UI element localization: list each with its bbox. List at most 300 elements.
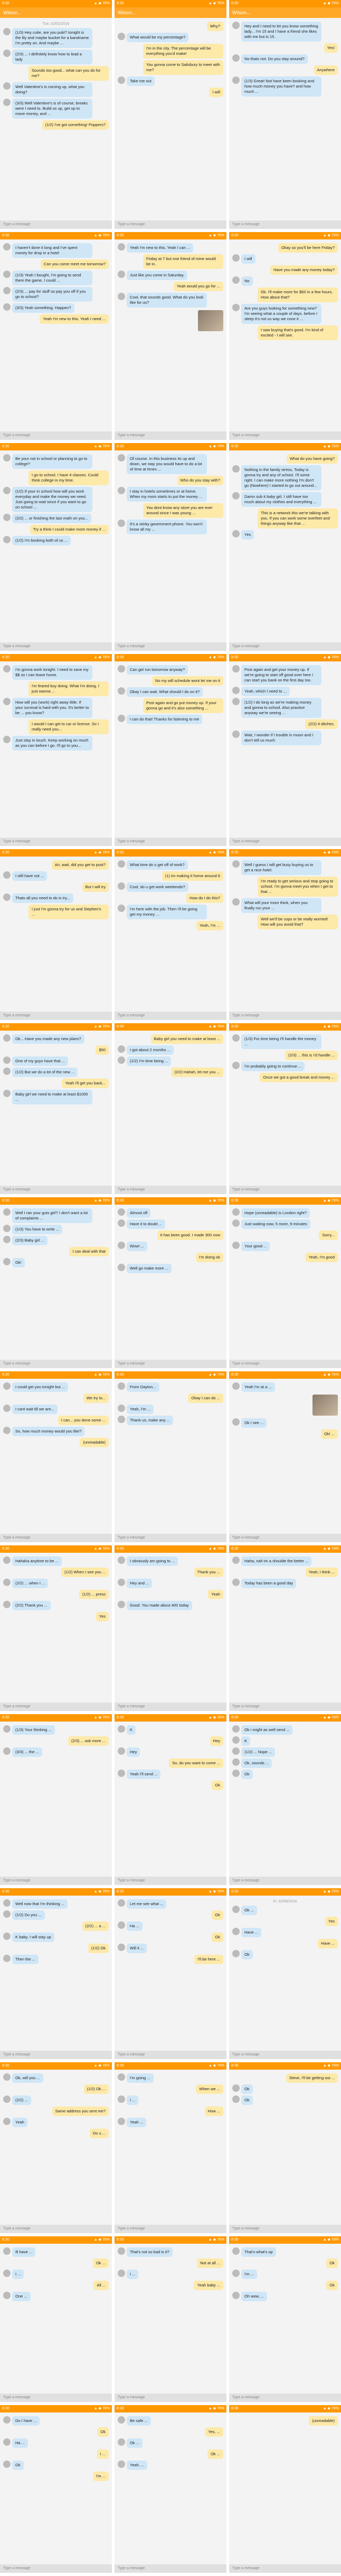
avatar	[3, 2270, 11, 2277]
avatar	[118, 1725, 125, 1733]
avatar	[3, 1556, 11, 1564]
message-bubble: Ok... Have you made any new plans?	[12, 1034, 84, 1044]
message-bubble: I'm doing ok	[196, 1253, 223, 1262]
message-bubble: Wow! ...	[127, 1242, 147, 1251]
message-list	[0, 2244, 112, 2305]
message-bubble: One ...	[12, 2292, 31, 2301]
message-input[interactable]: Type a message	[115, 2394, 226, 2402]
message-row	[232, 287, 338, 302]
message-bubble: Ok!	[12, 1258, 25, 1267]
message-bubble: (1/3) Your thinking ...	[12, 1725, 55, 1735]
message-bubble: Yeah would you go for ...	[174, 282, 223, 291]
avatar	[3, 736, 11, 743]
message-bubble: Yes	[325, 1917, 338, 1926]
message-bubble: Ok	[326, 2258, 338, 2268]
message-bubble: I'm feared buy doing. What I'm doing. I just wanna ...	[29, 681, 109, 696]
status-time: 8:30	[231, 1373, 239, 1377]
avatar	[232, 1418, 240, 1426]
message-input[interactable]: Type a message	[0, 2051, 112, 2059]
message-bubble: So, do you want to come ...	[169, 1758, 223, 1768]
message-bubble: Post again and get your money up. If we're going to start off good over here I can start you bank on the first day too.	[241, 665, 321, 685]
message-bubble: I ...	[97, 2449, 109, 2459]
message-row	[232, 719, 338, 729]
message-row	[232, 698, 338, 718]
message-input[interactable]: Type a message	[0, 1703, 112, 1711]
message-bubble: Yeah ...	[127, 2118, 146, 2127]
message-bubble: Almost off	[127, 1208, 150, 1218]
message-bubble: Try a think I could make more money if ...	[30, 525, 109, 534]
chat-screen	[115, 1714, 226, 1885]
message-input[interactable]: Type a message	[0, 1360, 112, 1368]
avatar	[118, 1405, 125, 1412]
status-time: 8:30	[2, 656, 10, 659]
message-row	[118, 1736, 223, 1746]
message-row	[118, 1219, 223, 1229]
message-bubble: One of my guys have that ...	[12, 1056, 68, 1066]
message-bubble: I'm ...	[93, 2472, 109, 2481]
message-bubble: Ok	[326, 2281, 338, 2290]
message-row	[232, 276, 338, 286]
message-row	[232, 1556, 338, 1566]
chat-screen	[229, 1545, 341, 1711]
status-icons: ▲ ◆ 78%	[208, 1373, 224, 1377]
status-icons: ▲ ◆ 78%	[323, 1547, 339, 1551]
message-input[interactable]: Type a message	[115, 1877, 226, 1885]
status-bar	[115, 1545, 226, 1553]
message-bubble: Yeah	[208, 1590, 223, 1599]
message-bubble: Well we'll be cops or be really worried! How will you avoid that?	[258, 915, 338, 929]
message-input[interactable]: Type a message	[0, 1186, 112, 1194]
message-row	[3, 871, 109, 881]
message-input[interactable]: Type a message	[229, 642, 341, 651]
message-row	[118, 254, 223, 269]
message-input[interactable]: Type a message	[115, 838, 226, 846]
status-time: 8:30	[117, 2238, 124, 2242]
avatar	[232, 1928, 240, 1935]
status-icons: ▲ ◆ 78%	[208, 1890, 224, 1893]
avatar	[232, 1208, 240, 1216]
message-row	[3, 860, 109, 870]
avatar	[232, 2292, 240, 2299]
message-input[interactable]: Type a message	[115, 2564, 226, 2573]
avatar	[232, 730, 240, 738]
status-time: 8:30	[117, 1716, 124, 1719]
message-bubble: (unreadable)	[309, 2416, 338, 2426]
message-bubble: Cool, do u get work weekends?	[127, 882, 188, 892]
message-bubble: (3/3) Yeah something. Happen?	[12, 303, 74, 313]
message-row	[118, 871, 223, 881]
message-bubble: What time do u get off of work?	[127, 860, 188, 870]
message-bubble: Have ...	[241, 1928, 261, 1937]
message-row	[232, 22, 338, 42]
message-input[interactable]: Type a message	[229, 1534, 341, 1542]
message-bubble: We try to...	[83, 1393, 109, 1403]
message-list	[0, 1031, 112, 1108]
message-row	[118, 1056, 223, 1066]
message-row	[3, 681, 109, 696]
message-input[interactable]: Type a message	[0, 2394, 112, 2402]
message-row	[118, 1045, 223, 1055]
message-bubble: Yeah I'm new to this. Yeah I need ...	[40, 314, 109, 324]
message-bubble: Ok	[97, 2427, 109, 2437]
message-input[interactable]: Type a message	[0, 642, 112, 651]
message-row	[3, 82, 109, 97]
status-icons: ▲ ◆ 78%	[323, 1716, 339, 1719]
message-input[interactable]: Type a message	[229, 1012, 341, 1020]
message-bubble: That's what's up	[241, 2247, 276, 2257]
status-bar	[229, 2405, 341, 2412]
screenshot-strip	[0, 2062, 341, 2236]
status-time: 8:30	[2, 1025, 10, 1029]
screenshot-strip	[0, 1888, 341, 2062]
status-bar	[0, 443, 112, 450]
status-bar	[115, 654, 226, 661]
chat-screen	[0, 1023, 112, 1194]
message-row	[232, 1382, 338, 1392]
message-row	[232, 1579, 338, 1588]
status-time: 8:30	[117, 2064, 124, 2068]
message-row	[118, 1899, 223, 1909]
message-bubble: Ok	[212, 1781, 223, 1790]
avatar	[232, 1556, 240, 1564]
avatar	[232, 276, 240, 284]
avatar	[232, 1747, 240, 1755]
status-time: 8:30	[231, 2, 239, 5]
message-input[interactable]: Type a message	[115, 642, 226, 651]
message-list	[115, 1379, 226, 1429]
message-bubble: Ha ...	[12, 2438, 28, 2448]
message-row	[232, 1253, 338, 1262]
photo-attachment[interactable]	[198, 310, 223, 331]
avatar	[118, 2270, 125, 2277]
avatar	[118, 1556, 125, 1564]
message-list	[229, 1722, 341, 1783]
chat-screen	[115, 2405, 226, 2573]
message-bubble: I can deal with that	[69, 1247, 109, 1256]
message-row	[3, 1405, 109, 1414]
message-row	[232, 1062, 338, 1071]
message-row	[232, 2258, 338, 2268]
message-row	[3, 1590, 109, 1599]
message-list	[0, 661, 112, 754]
message-row	[232, 1429, 338, 1439]
message-row	[118, 60, 223, 75]
chat-screen	[229, 1023, 341, 1194]
message-row	[232, 1418, 338, 1428]
message-input[interactable]: Type a message	[0, 838, 112, 846]
chat-screen	[115, 0, 226, 229]
message-row	[118, 2427, 223, 2437]
avatar	[118, 1264, 125, 1271]
message-row	[118, 1405, 223, 1414]
message-row	[232, 1242, 338, 1251]
message-input[interactable]: Type a message	[115, 431, 226, 440]
screenshot-strip	[0, 654, 341, 849]
message-bubble: Ok	[212, 1933, 223, 1942]
chat-screen	[229, 443, 341, 651]
avatar	[232, 1725, 240, 1733]
photo-attachment[interactable]	[312, 1395, 338, 1416]
message-input[interactable]: Type a message	[229, 1186, 341, 1194]
screenshot-strip	[0, 1371, 341, 1545]
avatar	[3, 2460, 11, 2468]
message-row	[118, 2449, 223, 2459]
message-row	[3, 1225, 109, 1234]
avatar	[3, 2416, 11, 2424]
avatar	[232, 1758, 240, 1766]
screenshot-strip	[0, 2236, 341, 2405]
message-input[interactable]: Type a message	[0, 431, 112, 440]
screenshot-strip	[0, 0, 341, 232]
message-input[interactable]: Type a message	[229, 2564, 341, 2573]
message-list	[229, 857, 341, 933]
chat-screen	[0, 443, 112, 651]
message-bubble: Baby girl we need to make at least $1000 ...	[12, 1090, 92, 1104]
message-bubble: (1/2) Ok ...	[84, 2084, 109, 2094]
avatar	[232, 687, 240, 694]
message-bubble: Ok, will you ...	[12, 2073, 43, 2083]
message-input[interactable]: Type a message	[115, 1534, 226, 1542]
status-icons: ▲ ◆ 78%	[323, 2238, 339, 2242]
message-input[interactable]: Type a message	[229, 2394, 341, 2402]
message-bubble: Oh wow, ...	[241, 2292, 267, 2301]
app-title: Wilson...	[229, 7, 341, 18]
message-row	[3, 2118, 109, 2127]
message-input[interactable]: Type a message	[0, 2564, 112, 2573]
message-row	[232, 43, 338, 53]
message-row	[3, 50, 109, 64]
screenshot-strip	[0, 1023, 341, 1197]
message-row	[118, 1955, 223, 1964]
message-row	[3, 736, 109, 751]
message-list	[229, 1031, 341, 1086]
message-row	[118, 1393, 223, 1403]
message-row	[232, 465, 338, 491]
message-bubble: I go to school. I have 4 classes. Could think college in my time.	[29, 470, 109, 485]
chat-screen	[0, 2062, 112, 2233]
message-input[interactable]: Type a message	[115, 1703, 226, 1711]
status-bar	[115, 2236, 226, 2244]
message-bubble: I haven't done it long and I've spent money for drop in a hotel	[12, 243, 92, 258]
chat-screen	[115, 849, 226, 1020]
chat-screen	[229, 2236, 341, 2402]
avatar	[3, 2118, 11, 2125]
status-time: 8:30	[117, 1890, 124, 1893]
status-time: 8:30	[117, 445, 124, 448]
status-bar	[0, 654, 112, 661]
status-time: 8:30	[231, 445, 239, 448]
message-row	[232, 265, 338, 275]
status-bar	[229, 654, 341, 661]
message-input[interactable]: Type a message	[229, 220, 341, 229]
message-bubble: Hey	[210, 1736, 223, 1746]
message-bubble: Yeah, I'm good	[305, 1253, 338, 1262]
chat-screen	[115, 232, 226, 440]
message-row	[118, 1944, 223, 1953]
message-list	[0, 1553, 112, 1625]
status-bar	[229, 1197, 341, 1205]
status-time: 8:30	[2, 2, 10, 5]
message-row	[232, 2073, 338, 2083]
message-bubble: Let me see what ...	[127, 1899, 166, 1909]
message-row	[118, 88, 223, 97]
message-row	[232, 2416, 338, 2426]
message-row	[232, 1917, 338, 1926]
message-input[interactable]: Type a message	[229, 2051, 341, 2059]
message-bubble: That's not so bad is it?	[127, 2247, 173, 2257]
message-bubble: Well go make more ...	[127, 1264, 172, 1273]
status-icons: ▲ ◆ 78%	[93, 1716, 110, 1719]
status-time: 8:30	[231, 2064, 239, 2068]
avatar	[118, 2096, 125, 2103]
message-input[interactable]: Type a message	[115, 1012, 226, 1020]
avatar	[3, 1034, 11, 1042]
message-bubble: No thats not. Do you stay around?	[241, 54, 308, 64]
message-row	[3, 2472, 109, 2481]
message-row	[118, 1382, 223, 1392]
avatar	[3, 303, 11, 311]
chat-screen	[0, 0, 112, 229]
status-icons: ▲ ◆ 78%	[208, 851, 224, 854]
message-bubble: Ok ...	[241, 1906, 257, 1915]
message-row	[118, 76, 223, 86]
avatar	[3, 487, 11, 494]
status-time: 8:30	[117, 1199, 124, 1203]
status-icons: ▲ ◆ 78%	[208, 1716, 224, 1719]
avatar	[118, 1219, 125, 1227]
avatar	[3, 1405, 11, 1412]
message-row	[118, 1601, 223, 1610]
message-input[interactable]: Type a message	[115, 2051, 226, 2059]
avatar	[232, 2247, 240, 2255]
message-row	[3, 2438, 109, 2448]
message-input[interactable]: Type a message	[229, 1877, 341, 1885]
message-bubble: Do I have ...	[12, 2416, 40, 2426]
status-icons: ▲ ◆ 78%	[208, 445, 224, 448]
avatar	[3, 287, 11, 294]
message-input[interactable]: Type a message	[229, 2225, 341, 2233]
message-row	[3, 243, 109, 258]
avatar	[3, 1955, 11, 1962]
message-bubble: Ari, wait, did you get to post?	[52, 860, 109, 870]
status-icons: ▲ ◆ 78%	[93, 851, 110, 854]
message-bubble: Yeah I'm at a ...	[241, 1382, 275, 1392]
message-input[interactable]: Type a message	[229, 1703, 341, 1711]
message-input[interactable]: Type a message	[0, 2225, 112, 2233]
message-input[interactable]: Type a message	[229, 431, 341, 440]
message-row	[3, 1247, 109, 1256]
message-bubble: I stay in hotels sometimes or at home. When my mom starts to put the money ...	[127, 487, 207, 502]
message-row	[3, 514, 109, 523]
message-row	[232, 1736, 338, 1746]
avatar	[232, 898, 240, 906]
message-row	[3, 1068, 109, 1077]
message-bubble: Yes	[241, 530, 254, 540]
message-bubble: Haha, nah im a shoulde the better ...	[241, 1556, 311, 1566]
message-row	[3, 2427, 109, 2437]
message-input[interactable]: Type a message	[115, 220, 226, 229]
message-bubble: (1/2) If your in school how will you work everyday and make the money we need. Just going to wait since if you want to go on school ...	[12, 487, 92, 512]
message-input[interactable]: Type a message	[229, 838, 341, 846]
message-bubble: Baby girl you need to make at least ...	[151, 1034, 224, 1044]
status-icons: ▲ ◆ 78%	[93, 1547, 110, 1551]
status-time: 8:30	[117, 656, 124, 659]
chat-screen	[115, 1545, 226, 1711]
message-bubble: Be your not in school or planning to go to college?	[12, 454, 92, 469]
status-bar	[115, 1371, 226, 1379]
message-row	[3, 882, 109, 892]
message-bubble: Hey	[127, 1747, 140, 1757]
status-icons: ▲ ◆ 78%	[208, 1025, 224, 1029]
message-bubble: (2/3) Baby girl ...	[12, 1236, 48, 1245]
message-row	[118, 1253, 223, 1262]
screenshot-strip	[0, 443, 341, 654]
status-bar	[229, 2062, 341, 2070]
message-row	[118, 1242, 223, 1251]
message-list	[115, 18, 226, 101]
status-time: 8:30	[231, 656, 239, 659]
message-row	[232, 2096, 338, 2105]
chat-screen	[115, 1197, 226, 1368]
status-time: 8:30	[117, 2, 124, 5]
message-bubble: I saw buying that's good. I'm kind of excited - I will see.	[258, 325, 338, 340]
status-bar	[115, 0, 226, 7]
status-icons: ▲ ◆ 78%	[323, 2, 339, 5]
message-bubble: (1/2) Ok	[88, 1944, 109, 1953]
message-list	[115, 2244, 226, 2294]
message-row	[232, 54, 338, 64]
chat-screen	[115, 2236, 226, 2402]
message-row	[118, 1590, 223, 1599]
avatar	[3, 1933, 11, 1940]
avatar	[118, 1770, 125, 1777]
message-bubble: I'm gonna work tonight. I need to save my $$ so I can leave home.	[12, 665, 92, 680]
status-time: 8:30	[231, 1547, 239, 1551]
message-row	[118, 487, 223, 502]
message-input[interactable]: Type a message	[0, 220, 112, 229]
message-bubble: Same address you sent me?	[52, 2107, 109, 2116]
message-input[interactable]: Type a message	[0, 1534, 112, 1542]
message-input[interactable]: Type a message	[115, 1360, 226, 1368]
message-bubble: Hahaha anytime to be ...	[12, 1556, 62, 1566]
avatar	[118, 1899, 125, 1907]
message-bubble: Ok ...	[207, 2449, 223, 2459]
message-input[interactable]: Type a message	[229, 1360, 341, 1368]
message-bubble: (1/2) Do you ...	[12, 1910, 45, 1920]
message-input[interactable]: Type a message	[0, 1012, 112, 1020]
avatar	[232, 2270, 240, 2277]
status-time: 8:30	[117, 1547, 124, 1551]
avatar	[3, 50, 11, 57]
message-input[interactable]: Type a message	[115, 1186, 226, 1194]
message-row	[118, 676, 223, 686]
message-row	[3, 1079, 109, 1088]
message-bubble: Yeah, ...	[127, 2460, 147, 2470]
message-row	[232, 530, 338, 540]
message-input[interactable]: Type a message	[0, 1877, 112, 1885]
message-row	[118, 1416, 223, 1425]
message-list	[229, 1553, 341, 1592]
message-bubble: Anywhere	[314, 65, 338, 75]
message-row	[118, 1933, 223, 1942]
message-input[interactable]: Type a message	[115, 2225, 226, 2233]
message-bubble: I'm in the city. The percentage will be everything you'd make!	[143, 44, 223, 59]
message-bubble: (unreadable)	[80, 1438, 109, 1447]
avatar	[118, 2118, 125, 2125]
message-row	[3, 1382, 109, 1392]
status-time: 8:30	[2, 445, 10, 448]
message-row	[232, 1928, 338, 1937]
